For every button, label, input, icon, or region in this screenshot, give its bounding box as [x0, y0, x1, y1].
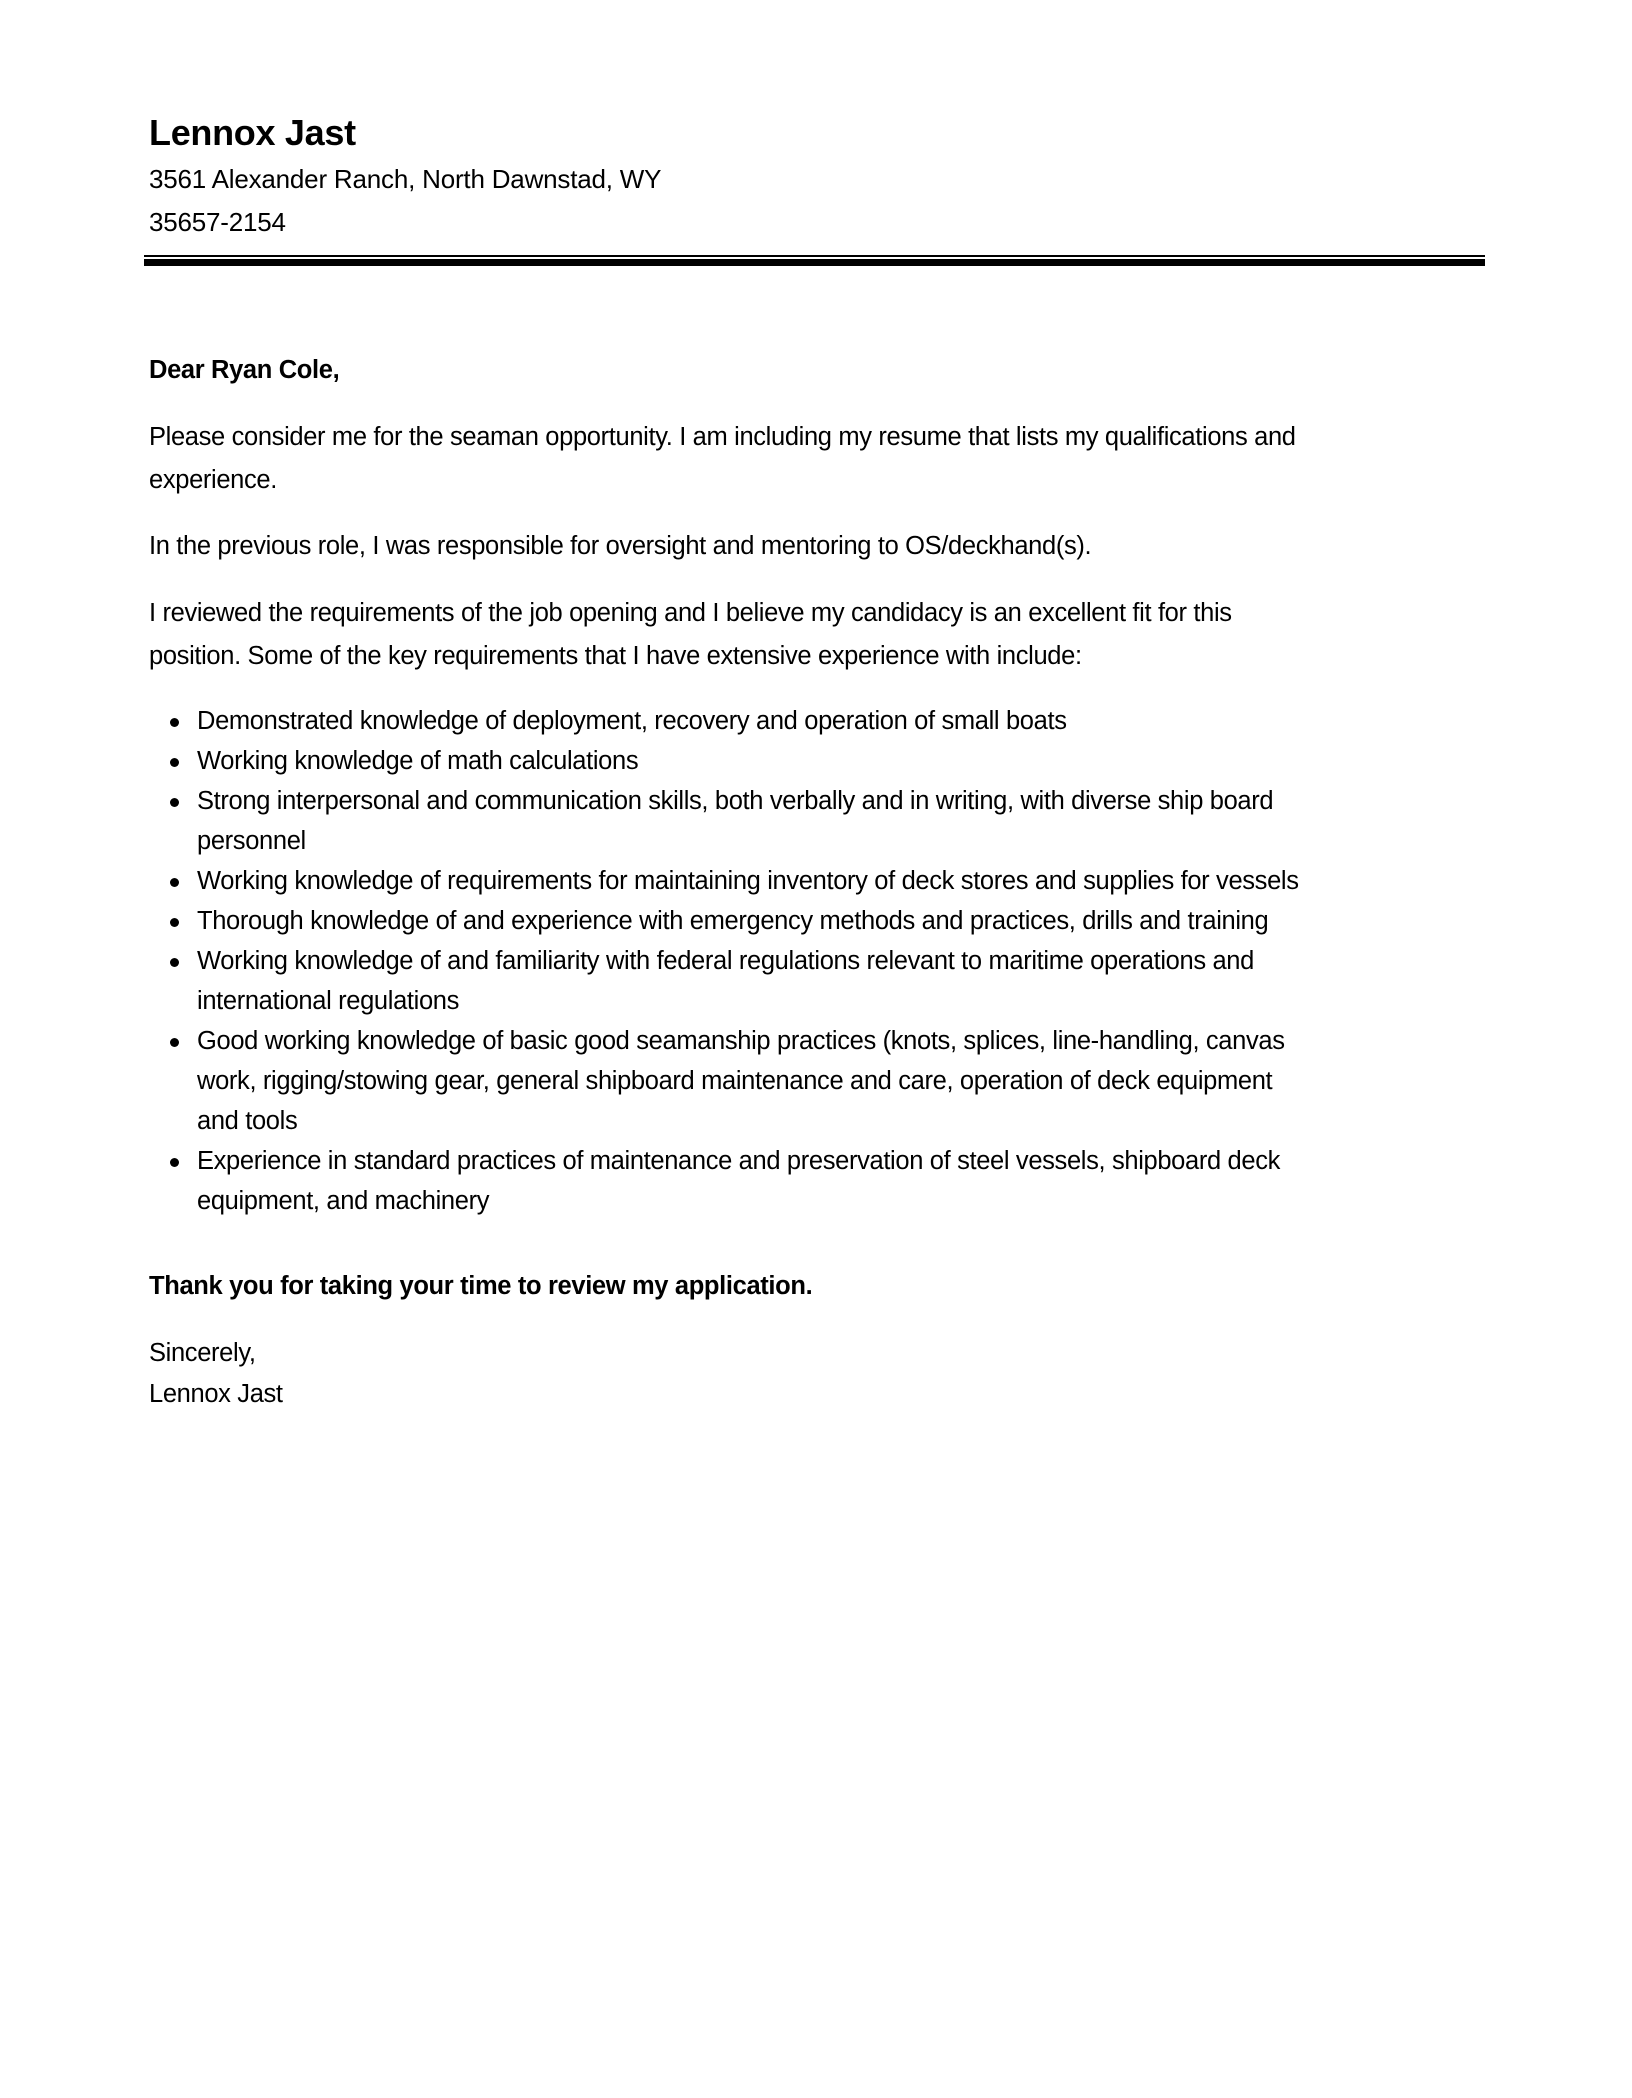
list-item: Working knowledge of requirements for maintaining inventory of deck stores and supplies for vessels [197, 867, 1299, 895]
bullet-icon [170, 1158, 179, 1167]
salutation: Dear Ryan Cole, [149, 356, 340, 384]
header-divider-thick [144, 259, 1485, 266]
sender-address-line1: 3561 Alexander Ranch, North Dawnstad, WY [149, 164, 662, 194]
bullet-icon [170, 918, 179, 927]
bullet-icon [170, 758, 179, 767]
paragraph-1-line-1: Please consider me for the seaman opportunity. I am including my resume that lists my qualifications and [149, 423, 1296, 451]
closing-statement: Thank you for taking your time to review my application. [149, 1272, 813, 1300]
list-item-continuation: personnel [197, 827, 306, 855]
paragraph-3-line-1: I reviewed the requirements of the job opening and I believe my candidacy is an excellent fit for this [149, 599, 1232, 627]
header-divider-thin [144, 255, 1485, 257]
list-item-continuation: international regulations [197, 987, 460, 1015]
paragraph-3-line-2: position. Some of the key requirements that I have extensive experience with include: [149, 642, 1082, 670]
paragraph-2-line-1: In the previous role, I was responsible for oversight and mentoring to OS/deckhand(s). [149, 532, 1092, 560]
list-item-continuation: work, rigging/stowing gear, general shipboard maintenance and care, operation of deck equipment [197, 1067, 1273, 1095]
list-item: Experience in standard practices of maintenance and preservation of steel vessels, shipboard deck [197, 1147, 1281, 1175]
sender-name: Lennox Jast [149, 112, 356, 153]
list-item-continuation: equipment, and machinery [197, 1187, 490, 1215]
signature: Lennox Jast [149, 1380, 283, 1408]
valediction: Sincerely, [149, 1339, 256, 1367]
bullet-icon [170, 958, 179, 967]
list-item: Strong interpersonal and communication skills, both verbally and in writing, with diverse ship board [197, 787, 1274, 815]
list-item-continuation: and tools [197, 1107, 298, 1135]
list-item: Working knowledge of and familiarity with federal regulations relevant to maritime operations and [197, 947, 1254, 975]
bullet-icon [170, 798, 179, 807]
list-item: Thorough knowledge of and experience with emergency methods and practices, drills and training [197, 907, 1269, 935]
paragraph-1-line-2: experience. [149, 466, 277, 494]
bullet-icon [170, 718, 179, 727]
list-item: Working knowledge of math calculations [197, 747, 639, 775]
list-item: Good working knowledge of basic good seamanship practices (knots, splices, line-handling, canvas [197, 1027, 1285, 1055]
bullet-icon [170, 1038, 179, 1047]
list-item: Demonstrated knowledge of deployment, recovery and operation of small boats [197, 707, 1067, 735]
sender-address-line2: 35657-2154 [149, 207, 286, 237]
bullet-icon [170, 878, 179, 887]
